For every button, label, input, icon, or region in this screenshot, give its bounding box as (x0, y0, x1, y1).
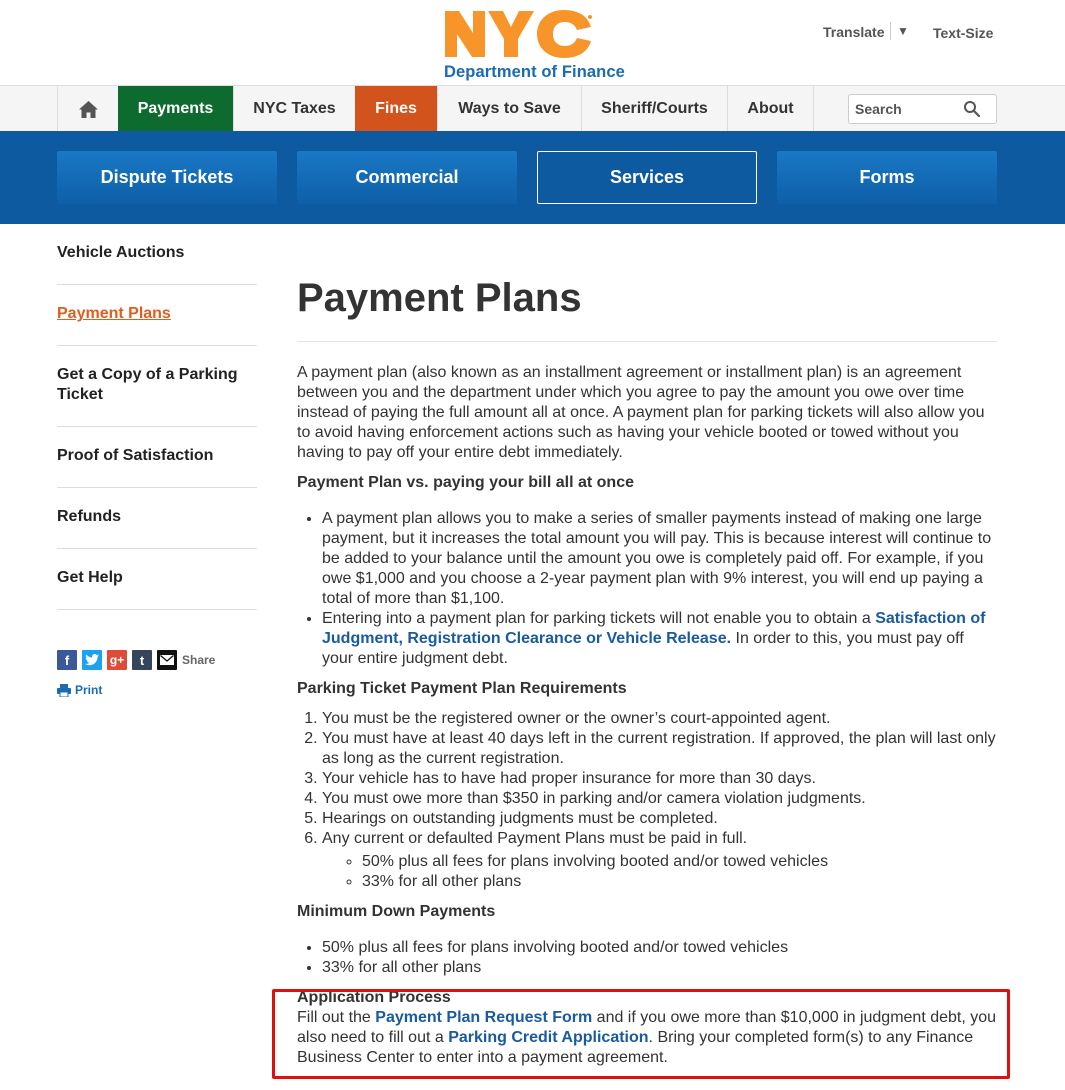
parking-credit-application-link[interactable]: Parking Credit Application (448, 1029, 649, 1046)
bullet-text: In order to this, you must pay off your entire judgment debt. (322, 630, 964, 667)
twitter-bird-glyph (85, 654, 99, 666)
translate-caret-icon[interactable]: ▼ (897, 24, 909, 38)
main-nav (0, 85, 1065, 131)
satisfaction-of-judgment-link[interactable]: Satisfaction of Judgment, Registration Clearance or Vehicle Release. (322, 610, 986, 647)
list-item (322, 609, 997, 669)
list-item: ◦ 33% for all other plans (362, 872, 1022, 892)
payment-plan-request-form-link[interactable]: Payment Plan Request Form (375, 1009, 593, 1026)
print-label: Print (75, 683, 103, 697)
title-divider (297, 341, 997, 342)
department-name: Department of Finance (444, 63, 625, 81)
down-payments-list (297, 938, 997, 978)
nav-ways-to-save[interactable]: Ways to Save (437, 86, 581, 132)
requirement-text: Any current or defaulted Payment Plans must be paid in full. (322, 830, 748, 847)
share-bar (57, 650, 215, 670)
section-heading-down-payments: Minimum Down Payments (297, 903, 496, 920)
sidebar-item-get-help[interactable]: Get Help (57, 549, 257, 610)
sidebar-item-payment-plans[interactable]: Payment Plans (57, 285, 257, 346)
nyc-logo-mark (443, 8, 595, 60)
comparison-list (297, 509, 997, 669)
subnav-commercial[interactable]: Commercial (297, 151, 517, 204)
sidebar-item-refunds[interactable]: Refunds (57, 488, 257, 549)
list-item: • 33% for all other plans (322, 958, 997, 978)
envelope-glyph (160, 655, 174, 665)
nyc-dof-logo[interactable] (443, 8, 643, 82)
requirements-list (297, 709, 997, 892)
search-box (848, 94, 997, 124)
section-heading-requirements: Parking Ticket Payment Plan Requirements (297, 680, 627, 697)
share-label[interactable]: Share (182, 653, 216, 667)
section-subnav (0, 131, 1065, 224)
translate-divider (890, 22, 891, 40)
subnav-services[interactable]: Services (537, 151, 757, 204)
nav-payments[interactable]: Payments (118, 86, 233, 132)
section-heading-comparison: Payment Plan vs. paying your bill all at once (297, 474, 634, 491)
app-text: and if you owe more than $10,000 in judgment debt, you also need to fill out a (297, 1009, 997, 1046)
search-icon[interactable] (963, 100, 981, 118)
list-item: ◦ 50% plus all fees for plans involving booted and/or towed vehicles (362, 852, 1022, 872)
home-icon (79, 101, 98, 118)
app-text: . Bring your completed form(s) to any Finance Business Center to enter into a payment agreement. (297, 1029, 974, 1066)
google-plus-icon[interactable]: g+ (107, 650, 127, 670)
nav-nyc-taxes[interactable]: NYC Taxes (233, 86, 355, 132)
list-item: 5. Hearings on outstanding judgments must be completed. (322, 809, 997, 829)
bullet-text: Entering into a payment plan for parking tickets will not enable you to obtain a (322, 610, 876, 627)
sidebar-item-proof-of-satisfaction[interactable]: Proof of Satisfaction (57, 427, 257, 488)
email-icon[interactable] (157, 650, 177, 670)
list-item: 1. You must be the registered owner or the owner’s court-appointed agent. (322, 709, 997, 729)
nav-home[interactable] (57, 86, 118, 132)
list-item: • 50% plus all fees for plans involving booted and/or towed vehicles (322, 938, 997, 958)
subnav-forms[interactable]: Forms (777, 151, 997, 204)
nav-fines[interactable]: Fines (355, 86, 437, 132)
nav-about[interactable]: About (727, 86, 814, 132)
tumblr-icon[interactable]: t (132, 650, 152, 670)
intro-paragraph: A payment plan (also known as an installment agreement or installment plan) is an agreement between you and the department under which you agree to pay the amount you owe over time instead of paying the full amount all at once. A payment plan for parking tickets will also allow you to avoid having enforcement actions such as having your vehicle booted or towed without you having to pay off your entire debt immediately. (297, 364, 985, 461)
page-title: Payment Plans (297, 276, 582, 320)
site-header (0, 0, 1065, 85)
highlight-box (272, 989, 1010, 1079)
subnav-dispute-tickets[interactable]: Dispute Tickets (57, 151, 277, 204)
twitter-icon[interactable] (82, 650, 102, 670)
facebook-icon[interactable]: f (57, 650, 77, 670)
sidebar-item-vehicle-auctions[interactable]: Vehicle Auctions (57, 224, 257, 285)
search-input[interactable] (855, 100, 965, 118)
app-text: Fill out the (297, 1009, 376, 1026)
section-heading-application: Application Process (297, 989, 451, 1006)
requirement-sublist (322, 852, 1022, 892)
nav-sheriff-courts[interactable]: Sheriff/Courts (581, 86, 727, 132)
print-link[interactable] (57, 683, 102, 697)
list-item: 2. You must have at least 40 days left in the current registration. If approved, the plan will last only as long as the current registration. (322, 729, 997, 769)
list-item (322, 829, 997, 892)
list-item: • A payment plan allows you to make a series of smaller payments instead of making one large payment, but it increases the total amount you will pay. This is because interest will continue to be added to your balance until the amount you owe is completely paid off. For example, if you owe $1,000 and you choose a 2-year payment plan with 9% interest, you will end up paying a total of more than $1,100. (322, 509, 997, 609)
text-size-link[interactable]: Text-Size (933, 25, 994, 41)
translate-link[interactable]: Translate (823, 24, 885, 40)
sidebar-item-copy-of-ticket[interactable]: Get a Copy of a Parking Ticket (57, 346, 257, 427)
list-item: 3. Your vehicle has to have had proper insurance for more than 30 days. (322, 769, 997, 789)
printer-icon (57, 684, 71, 697)
sidebar (57, 224, 257, 610)
list-item: 4. You must owe more than $350 in parking and/or camera violation judgments. (322, 789, 997, 809)
